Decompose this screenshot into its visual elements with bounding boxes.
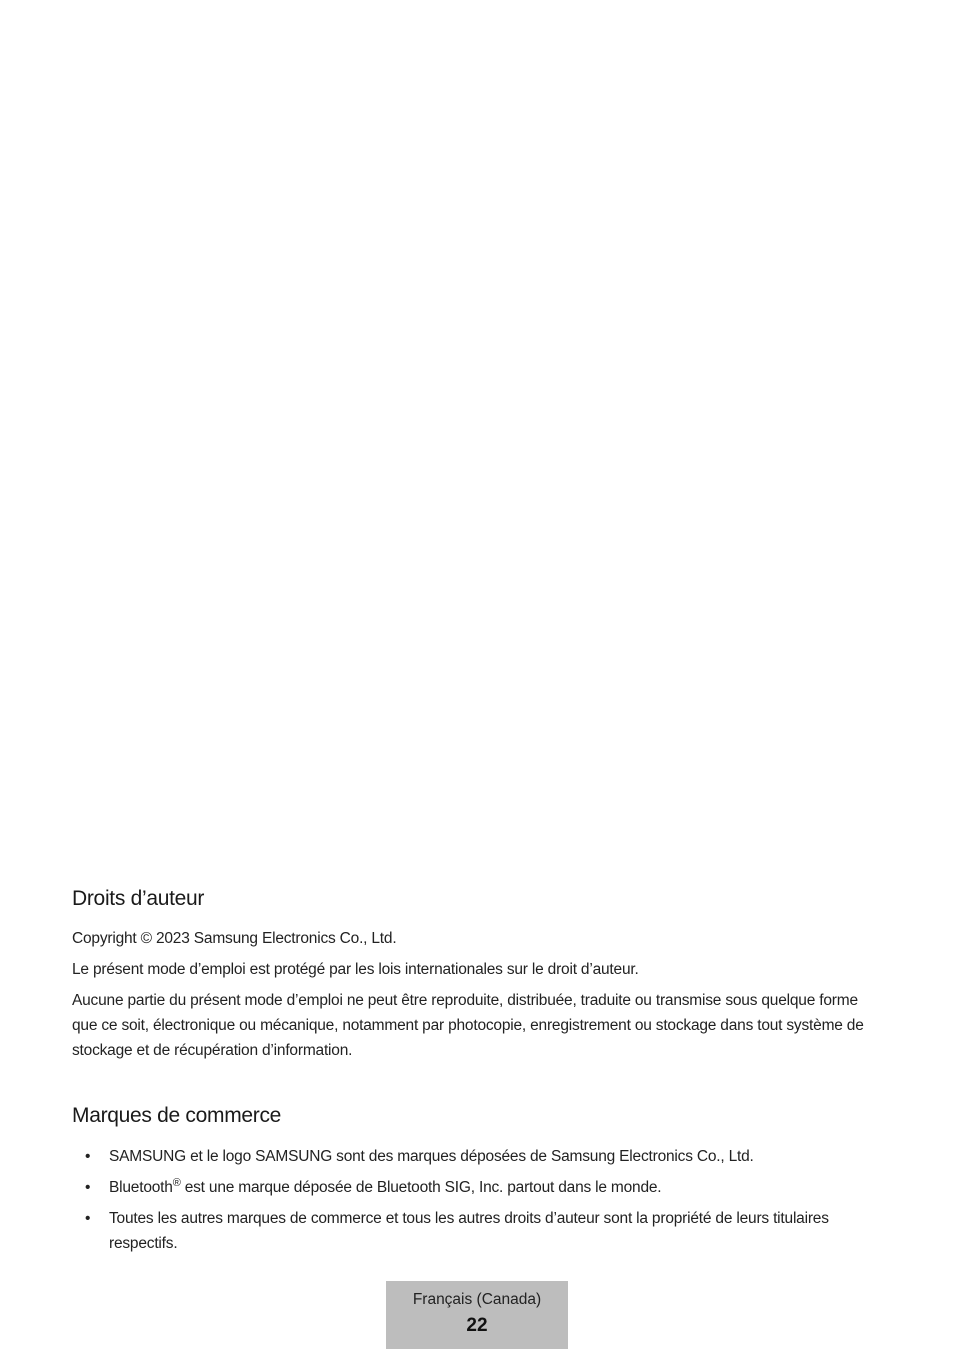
bullet-icon: • xyxy=(85,1147,91,1165)
page-footer xyxy=(386,1281,568,1349)
trademarks-heading: Marques de commerce xyxy=(72,1104,282,1128)
copyright-heading: Droits d’auteur xyxy=(72,887,205,910)
footer-language: Français (Canada) xyxy=(412,1291,542,1308)
trademark-samsung-text: SAMSUNG et le logo SAMSUNG sont des marques déposées de Samsung Electronics Co., Ltd. xyxy=(109,1147,754,1165)
trademark-bluetooth-text: est une marque déposée de Bluetooth SIG, Inc. partout dans le monde. xyxy=(180,1178,662,1196)
list-item xyxy=(72,1206,872,1256)
trademark-bluetooth-name: Bluetooth xyxy=(109,1178,173,1196)
list-item xyxy=(72,1144,872,1169)
list-item xyxy=(72,1175,872,1200)
copyright-law-paragraph: Le présent mode d’emploi est protégé par les lois internationales sur le droit d’auteur. xyxy=(72,961,639,979)
trademark-others-text: Toutes les autres marques de commerce et tous les autres droits d’auteur sont la propriété de leurs titulaires respectifs. xyxy=(109,1209,829,1252)
copyright-notice: Copyright © 2023 Samsung Electronics Co., Ltd. xyxy=(72,930,397,948)
copyright-restriction-paragraph: Aucune partie du présent mode d’emploi ne peut être reproduite, distribuée, traduite ou transmise sous quelque forme que ce soit, électronique ou mécanique, notamment par photocopie, enregistrement ou stockage dans tout système de stockage et de récupération d’information. xyxy=(72,992,864,1060)
bullet-icon: • xyxy=(85,1178,91,1196)
trademarks-section xyxy=(72,1103,872,1255)
page-number: 22 xyxy=(466,1315,488,1336)
copyright-section xyxy=(72,886,872,1063)
registered-mark: ® xyxy=(172,1176,181,1189)
trademarks-list xyxy=(72,1144,872,1256)
bullet-icon: • xyxy=(85,1209,91,1227)
document-content xyxy=(72,886,872,1262)
